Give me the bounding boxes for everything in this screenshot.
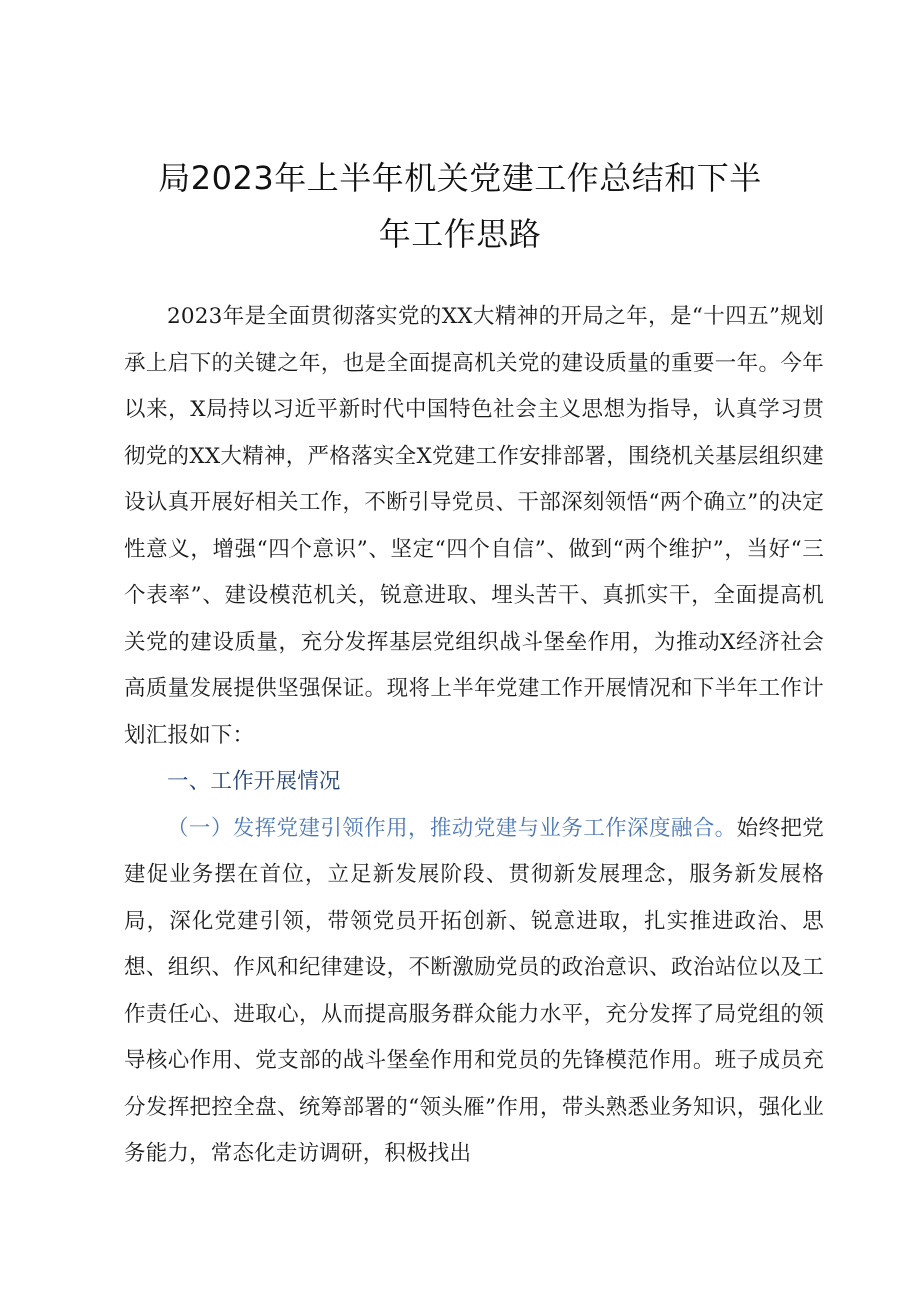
title-line-2: 年工作思路 — [378, 215, 542, 253]
intro-paragraph: 2023年是全面贯彻落实党的XX大精神的开局之年，是“十四五”规划承上启下的关键之年，也是全面提高机关党的建设质量的重要一年。今年以来，X局持以习近平新时代中国特色社会主义思想为指导，认真学习贯彻党的XX大精神，严格落实全X党建工作安排部署，围绕机关基层组织建设认真开展好相关工作，不断引导党员、干部深刻领悟“两个确立”的决定性意义，增强“四个意识”、坚定“四个自信”、做到“两个维护”，当好“三个表率”、建设模范机关，锐意进取、埋头苦干、真抓实干，全面提高机关党的建设质量，充分发挥基层党组织战斗堡垒作用，为推动X经济社会高质量发展提供坚强保证。现将上半年党建工作开展情况和下半年工作计划汇报如下： — [124, 304, 824, 748]
document-title — [100, 150, 820, 262]
title-line-1: 局2023年上半年机关党建工作总结和下半 — [158, 159, 762, 197]
subsection-heading: （一）发挥党建引领作用，推动党建与业务工作深度融合。 — [167, 815, 737, 841]
subsection-text: 始终把党建促业务摆在首位，立足新发展阶段、贯彻新发展理念，服务新发展格局，深化党建引领，带领党员开拓创新、锐意进取，扎实推进政治、思想、组织、作风和纪律建设，不断激励党员的政治意识、政治站位以及工作责任心、进取心，从而提高服务群众能力水平，充分发挥了局党组的领导核心作用、党支部的战斗堡垒作用和党员的先锋模范作用。班子成员充分发挥把控全盘、统筹部署的“领头雁”作用，带头熟悉业务知识，强化业务能力，常态化走访调研，积极找出 — [124, 815, 824, 1166]
section-heading-work-progress: 一、工作开展情况 — [167, 769, 341, 794]
document-body — [124, 294, 824, 1178]
subsection-paragraph — [124, 806, 824, 1178]
